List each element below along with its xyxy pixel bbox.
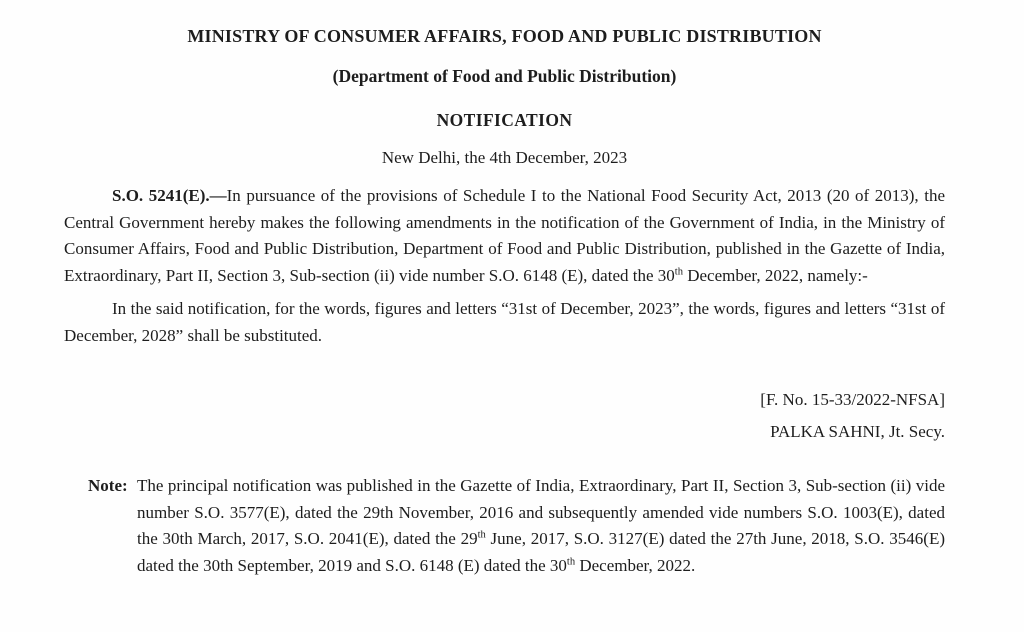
notification-paragraph-2: In the said notification, for the words, figures and letters “31st of December, 2023”, the words, figures and letters “31st of December, 2028” shall be substituted.	[64, 299, 945, 345]
notification-paragraph-1: S.O. 5241(E).—In pursuance of the provisions of Schedule I to the National Food Security Act, 2013 (20 of 2013), the Central Government hereby makes the following amendments in the notification of the Government of India, in the Ministry of Consumer Affairs, Food and Public Distribution, Department of Food and Public Distribution, published in the Gazette of India, Extraordinary, Part II, Section 3, Sub-section (ii) vide number S.O. 6148 (E), dated the 30th December, 2022, namely:-	[64, 186, 945, 285]
note-block	[88, 473, 945, 579]
department-subtitle: (Department of Food and Public Distribution)	[332, 66, 677, 86]
file-number: [F. No. 15-33/2022-NFSA]	[760, 390, 945, 409]
place-date-line: New Delhi, the 4th December, 2023	[381, 148, 628, 167]
signatory-name: PALKA SAHNI, Jt. Secy.	[770, 422, 945, 441]
signature-block	[64, 390, 945, 442]
notification-heading: NOTIFICATION	[436, 110, 573, 130]
note-text: The principal notification was published in the Gazette of India, Extraordinary, Part II, Section 3, Sub-section (ii) vide number S.O. 3577(E), dated the 29th November, 2016 and subsequently amended vide numbers S.O. 1003(E), dated the 30th March, 2017, S.O. 2041(E), dated the 29th June, 2017, S.O. 3127(E) dated the 27th June, 2018, S.O. 3546(E) dated the 30th September, 2019 and S.O. 6148 (E) dated the 30th December, 2022.	[137, 476, 945, 575]
note-label: Note:	[88, 476, 128, 495]
document-header	[64, 26, 945, 168]
ministry-title: MINISTRY OF CONSUMER AFFAIRS, FOOD AND PUBLIC DISTRIBUTION	[187, 26, 822, 46]
